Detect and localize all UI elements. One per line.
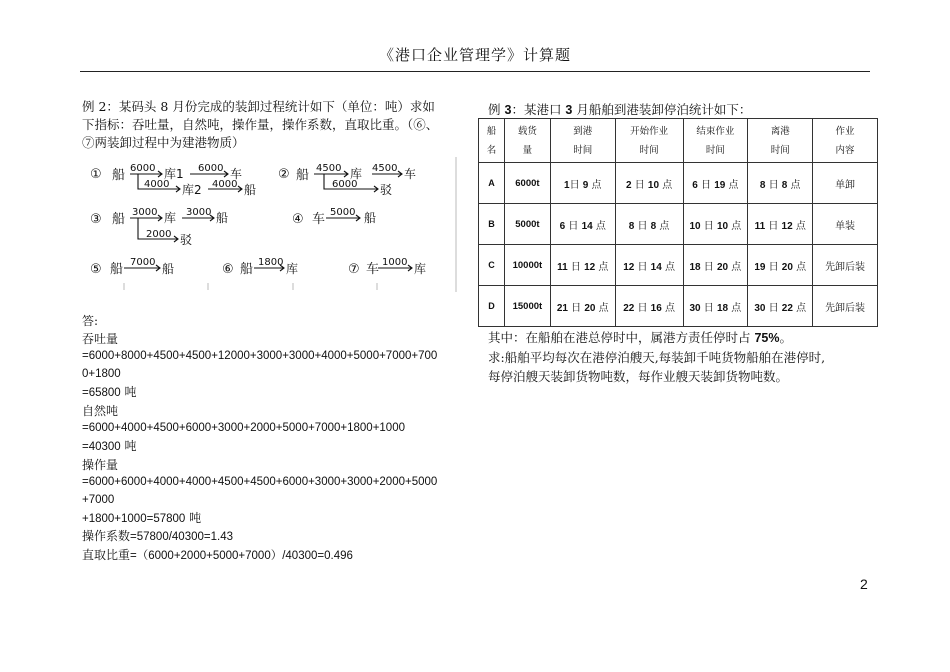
throughput-label: 吞吐量: [82, 331, 119, 346]
leave-time-cell: 19 日 20 点: [748, 245, 813, 286]
arrive-time-cell: 21 日 20 点: [550, 286, 615, 327]
diagram-tonnage: 6000: [332, 179, 358, 190]
diagram-node: 车: [404, 167, 417, 181]
table-header-cell: 结束作业 时间: [683, 119, 748, 163]
page-header-title: 《港口企业管理学》计算题: [378, 46, 571, 64]
table-header-cell: 开始作业 时间: [615, 119, 683, 163]
unit: 吨: [124, 438, 137, 453]
coef-label: 操作系数: [82, 529, 131, 544]
arrive-time-cell: 6 日 14 点: [550, 204, 615, 245]
cargo-cell: 10000t: [504, 245, 550, 286]
diagram-process-number: ⑥: [222, 262, 234, 277]
example2-answer: [82, 313, 467, 566]
unit: 吨: [124, 384, 137, 399]
page-number: 2: [860, 576, 868, 592]
ship-name-cell: D: [479, 286, 505, 327]
diagram-node: 库: [414, 262, 427, 276]
diagram-tonnage: 1000: [382, 257, 408, 268]
operation-cell: 先卸后装: [813, 245, 878, 286]
operation-result: +1800+1000=57800: [82, 512, 186, 525]
diagram-node: 库: [286, 262, 299, 276]
diagram-process-number: ③: [90, 212, 102, 227]
diagram-tonnage: 4500: [316, 163, 342, 174]
table-header-cell: 作业 内容: [813, 119, 878, 163]
throughput-expression: =6000+8000+4500+4500+12000+3000+3000+4000+5000+7000+700: [82, 350, 438, 363]
diagram-node: 船: [112, 212, 126, 227]
diagram-process-number: ⑦: [348, 262, 360, 277]
diagram-node: 库: [164, 211, 177, 225]
operation-cell: 先卸后装: [813, 286, 878, 327]
start-time-cell: 22 日 16 点: [615, 286, 683, 327]
ship-name-cell: B: [479, 204, 505, 245]
diagram-process-number: ④: [292, 212, 304, 227]
diagram-node: 库1: [164, 167, 184, 181]
table-header-cell: 到港 时间: [550, 119, 615, 163]
diagram-node: 船: [162, 262, 175, 276]
table-row: [479, 163, 878, 204]
start-time-cell: 12 日 14 点: [615, 245, 683, 286]
example2-intro-line: 下指标：吞吐量，自然吨，操作量，操作系数，直取比重。（⑥、: [82, 117, 439, 132]
table-row: [479, 204, 878, 245]
natural-ton-label: 自然吨: [82, 403, 119, 418]
note-line: 其中：在船舶在港总停时中，属港方责任停时占 75%。: [488, 330, 793, 345]
question-line: 求:船舶平均每次在港停泊艘天,每装卸千吨货物船舶在港停时,: [488, 350, 826, 365]
diagram-tonnage: 6000: [198, 163, 224, 174]
diagram-tonnage: 6000: [130, 163, 156, 174]
operation-expression: +7000: [82, 494, 115, 507]
diagram-tonnage: 7000: [130, 257, 156, 268]
example2-intro-line: 例 2：某码头 8 月份完成的装卸过程统计如下（单位：吨）求如: [82, 99, 435, 114]
natural-ton-expression: =6000+4000+4500+6000+3000+2000+5000+7000+1800+1000: [82, 422, 405, 435]
month-number: 3: [565, 103, 573, 117]
cargo-cell: 5000t: [504, 204, 550, 245]
start-time-cell: 2 日 10 点: [615, 163, 683, 204]
diagram-node: 驳: [380, 183, 393, 197]
end-time-cell: 6 日 19 点: [683, 163, 748, 204]
direct-label: 直取比重: [82, 548, 131, 563]
diagram-node: 船: [112, 168, 126, 183]
arrive-time-cell: 1日 9 点: [550, 163, 615, 204]
table-row: [479, 286, 878, 327]
diagram-tonnage: 4000: [144, 179, 170, 190]
diagram-tonnage: 3000: [186, 207, 212, 218]
unit: 吨: [189, 510, 202, 525]
end-time-cell: 10 日 10 点: [683, 204, 748, 245]
example-number: 3: [504, 103, 512, 117]
direct-expression: =（6000+2000+5000+7000）/40300=0.496: [130, 550, 353, 563]
diagram-node: 车: [312, 212, 326, 227]
diagram-tonnage: 1800: [258, 257, 284, 268]
answer-label: 答:: [82, 314, 99, 328]
handling-process-diagram: [82, 157, 457, 292]
cargo-cell: 6000t: [504, 163, 550, 204]
diagram-node: 库2: [182, 183, 202, 197]
example3-notes: [488, 328, 878, 386]
table-header-row: [479, 119, 878, 163]
throughput-expression: 0+1800: [82, 368, 121, 381]
diagram-tonnage: 5000: [330, 207, 356, 218]
ship-name-cell: A: [479, 163, 505, 204]
diagram-node: 船: [110, 262, 124, 277]
diagram-node: 船: [296, 168, 310, 183]
operation-expression: =6000+6000+4000+4000+4500+4500+6000+3000+3000+2000+5000: [82, 476, 438, 489]
diagram-tonnage: 2000: [146, 229, 172, 240]
coef-expression: =57800/40300=1.43: [130, 531, 233, 544]
leave-time-cell: 11 日 12 点: [748, 204, 813, 245]
diagram-node: 驳: [180, 233, 193, 247]
operation-cell: 单卸: [813, 163, 878, 204]
diagram-tonnage: 4500: [372, 163, 398, 174]
throughput-result: =65800: [82, 386, 121, 399]
table-header-cell: 船 名: [479, 119, 505, 163]
leave-time-cell: 30 日 22 点: [748, 286, 813, 327]
diagram-node: 车: [230, 167, 243, 181]
table-header-cell: 载货 量: [504, 119, 550, 163]
ship-name-cell: C: [479, 245, 505, 286]
diagram-tonnage: 4000: [212, 179, 238, 190]
end-time-cell: 18 日 20 点: [683, 245, 748, 286]
diagram-process-number: ⑤: [90, 262, 102, 277]
diagram-process-number: ②: [278, 167, 290, 182]
table-header-cell: 离港 时间: [748, 119, 813, 163]
diagram-node: 库: [350, 167, 363, 181]
operation-label: 操作量: [82, 457, 119, 472]
cargo-cell: 15000t: [504, 286, 550, 327]
end-time-cell: 30 日 18 点: [683, 286, 748, 327]
example2-intro-line: ⑦两装卸过程中为建港物质）: [82, 135, 245, 150]
natural-ton-result: =40300: [82, 440, 121, 453]
header-rule: [80, 71, 870, 72]
title-text: 月船舶到港装卸停泊统计如下：: [572, 102, 752, 117]
title-text: ：某港口: [511, 102, 566, 117]
diagram-process-number: ①: [90, 167, 102, 182]
leave-time-cell: 8 日 8 点: [748, 163, 813, 204]
example3-title: [488, 100, 751, 118]
diagram-node: 船: [240, 262, 254, 277]
diagram-node: 船: [244, 183, 257, 197]
title-text: 例: [488, 102, 505, 117]
start-time-cell: 8 日 8 点: [615, 204, 683, 245]
operation-cell: 单装: [813, 204, 878, 245]
table-row: [479, 245, 878, 286]
arrive-time-cell: 11 日 12 点: [550, 245, 615, 286]
diagram-tonnage: 3000: [132, 207, 158, 218]
diagram-node: 船: [364, 211, 377, 225]
diagram-node: 船: [216, 211, 229, 225]
diagram-node: 车: [366, 262, 380, 277]
example2-intro: [82, 98, 467, 152]
ship-statistics-table: [478, 118, 878, 327]
question-line: 每停泊艘天装卸货物吨数，每作业艘天装卸货物吨数。: [488, 369, 789, 384]
